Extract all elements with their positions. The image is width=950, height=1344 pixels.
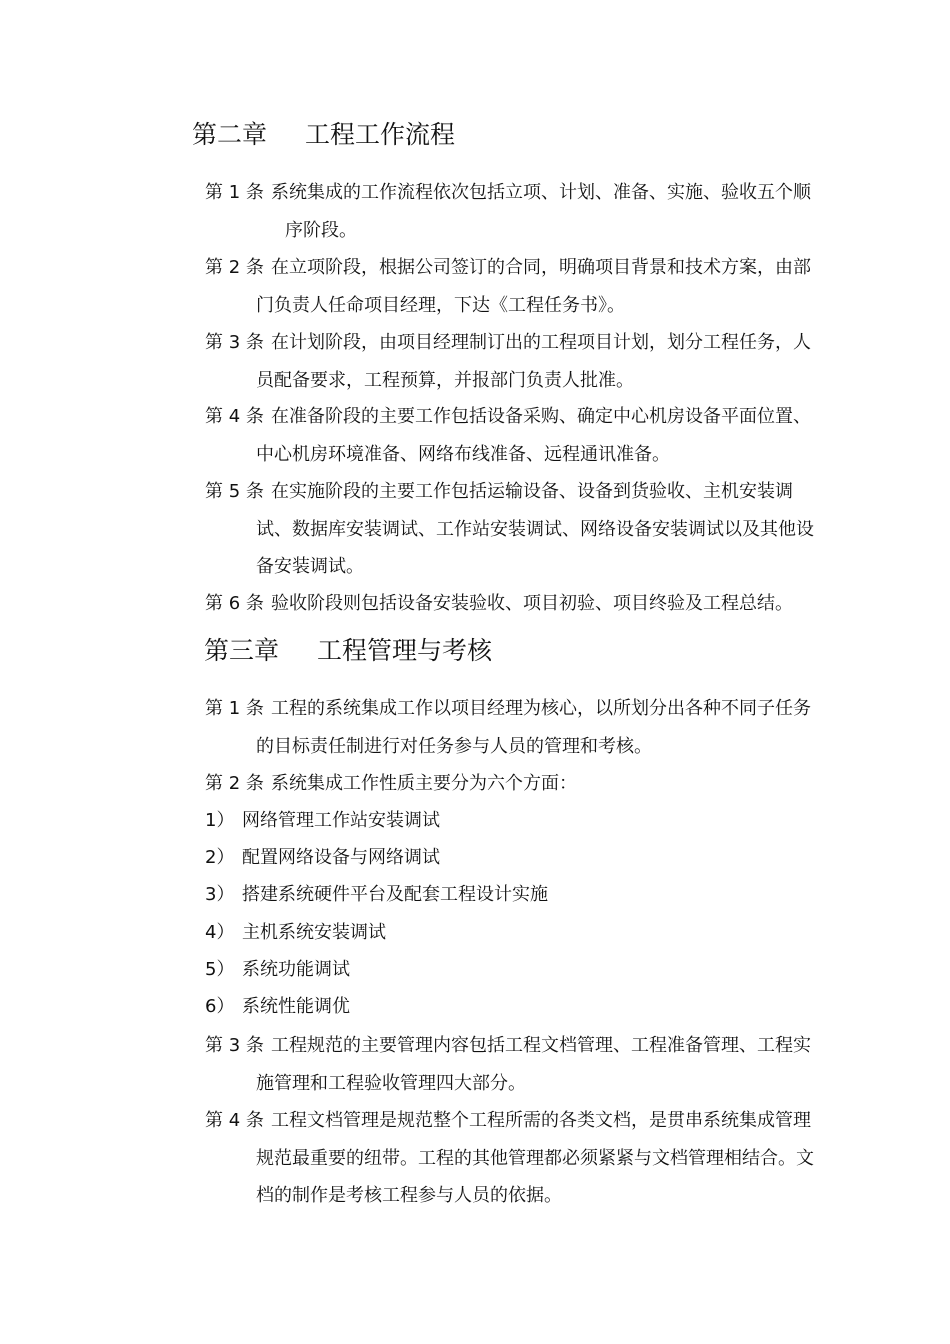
chapter-2-article-1 — [205, 174, 820, 249]
chapter-3-name: 工程管理与考核 — [317, 636, 493, 665]
article-number: 第 3 条 — [205, 1035, 264, 1056]
list-number: 4） — [205, 922, 235, 943]
list-text: 搭建系统硬件平台及配套工程设计实施 — [242, 884, 548, 905]
list-text: 系统功能调试 — [242, 959, 350, 980]
list-text: 配置网络设备与网络调试 — [242, 847, 440, 868]
article-number: 第 1 条 — [205, 698, 264, 719]
article-number: 第 5 条 — [205, 481, 264, 502]
chapter-3-article-3 — [205, 1027, 820, 1102]
chapter-2-number: 第二章 — [192, 120, 268, 149]
chapter-2-article-4 — [205, 398, 820, 473]
article-text: 在准备阶段的主要工作包括设备采购、确定中心机房设备平面位置、中心机房环境准备、网络布线准备、远程通讯准备。 — [256, 406, 811, 465]
article-text: 在立项阶段，根据公司签订的合同，明确项目背景和技术方案，由部门负责人任命项目经理，下达《工程任务书》。 — [256, 257, 811, 316]
list-item — [205, 992, 350, 1022]
article-number: 第 3 条 — [205, 332, 264, 353]
article-number: 第 2 条 — [205, 773, 264, 794]
article-text: 系统集成的工作流程依次包括立项、计划、准备、实施、验收五个顺序阶段。 — [271, 182, 811, 241]
chapter-2-article-5 — [205, 473, 820, 586]
list-item — [205, 806, 440, 836]
list-item — [205, 955, 350, 985]
article-text: 验收阶段则包括设备安装验收、项目初验、项目终验及工程总结。 — [271, 593, 793, 614]
article-number: 第 6 条 — [205, 593, 264, 614]
chapter-3-number: 第三章 — [204, 636, 280, 665]
list-number: 1） — [205, 810, 235, 831]
article-text: 工程规范的主要管理内容包括工程文档管理、工程准备管理、工程实施管理和工程验收管理四大部分。 — [256, 1035, 811, 1094]
chapter-3-article-4 — [205, 1102, 820, 1215]
chapter-3-title — [204, 636, 492, 666]
chapter-2-title — [192, 120, 455, 150]
list-item — [205, 918, 386, 948]
list-number: 6） — [205, 996, 235, 1017]
article-number: 第 4 条 — [205, 406, 264, 427]
list-item — [205, 880, 548, 910]
list-number: 5） — [205, 959, 235, 980]
chapter-2-article-6 — [205, 585, 820, 623]
chapter-2-article-2 — [205, 249, 820, 324]
article-number: 第 4 条 — [205, 1110, 264, 1131]
article-text: 在实施阶段的主要工作包括运输设备、设备到货验收、主机安装调试、数据库安装调试、工作站安装调试、网络设备安装调试以及其他设备安装调试。 — [256, 481, 814, 577]
article-text: 系统集成工作性质主要分为六个方面： — [271, 773, 577, 794]
article-number: 第 2 条 — [205, 257, 264, 278]
list-number: 3） — [205, 884, 235, 905]
list-text: 主机系统安装调试 — [242, 922, 386, 943]
article-text: 工程的系统集成工作以项目经理为核心，以所划分出各种不同子任务的目标责任制进行对任务参与人员的管理和考核。 — [256, 698, 811, 757]
chapter-2-article-3 — [205, 324, 820, 399]
article-text: 工程文档管理是规范整个工程所需的各类文档，是贯串系统集成管理规范最重要的纽带。工程的其他管理都必须紧紧与文档管理相结合。文档的制作是考核工程参与人员的依据。 — [256, 1110, 814, 1206]
list-text: 网络管理工作站安装调试 — [242, 810, 440, 831]
chapter-3-article-1 — [205, 690, 820, 765]
chapter-2-name: 工程工作流程 — [305, 120, 456, 149]
list-text: 系统性能调优 — [242, 996, 350, 1017]
article-number: 第 1 条 — [205, 182, 264, 203]
list-number: 2） — [205, 847, 235, 868]
chapter-3-article-2 — [205, 765, 820, 803]
article-text: 在计划阶段，由项目经理制订出的工程项目计划，划分工程任务，人员配备要求，工程预算，并报部门负责人批准。 — [256, 332, 811, 391]
list-item — [205, 843, 440, 873]
